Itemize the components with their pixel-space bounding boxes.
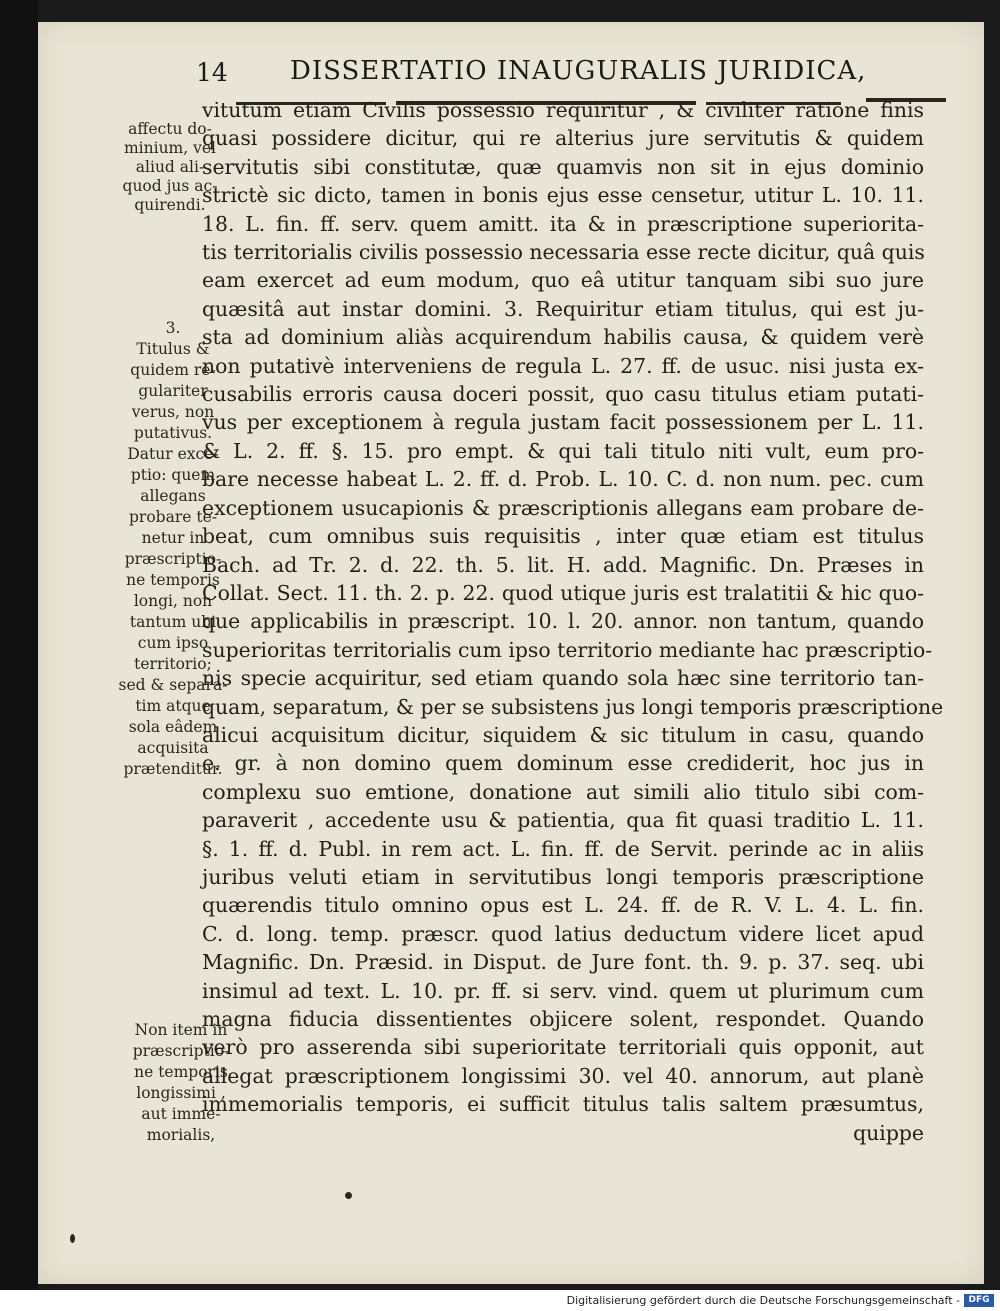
- margin-note-line: ptio: quem: [130, 466, 216, 484]
- page-header: [196, 44, 867, 94]
- margin-note-line: allegans: [140, 487, 206, 505]
- text-line: exceptionem usucapionis & præscriptionis allegans eam probare de-: [202, 495, 924, 520]
- ink-speck: [70, 1234, 75, 1243]
- text-line: allegat præscriptionem longissimi 30. vel 40. annorum, aut planè: [202, 1063, 924, 1088]
- text-line: §. 1. ff. d. Publ. in rem act. L. fin. ff. de Servit. perinde ac in aliis: [202, 836, 924, 861]
- margin-note-line: præscriptio-: [124, 550, 222, 568]
- text-line: & L. 2. ff. §. 15. pro empt. & qui tali titulo niti vult, eum pro-: [202, 438, 924, 463]
- margin-note-line: sola eâdem: [128, 718, 218, 736]
- text-line: quærendis titulo omnino opus est L. 24. ff. de R. V. L. 4. L. fin.: [202, 893, 924, 918]
- margin-note-line: quirendi.: [134, 196, 206, 214]
- text-line: sta ad dominium aliàs acquirendum habilis causa, & quidem verè: [202, 325, 924, 350]
- text-line: quam, separatum, & per se subsistens jus longi temporis præscriptione: [202, 694, 944, 719]
- margin-note-line: verus, non: [131, 403, 215, 421]
- text-line: strictè sic dicto, tamen in bonis ejus esse censetur, utitur L. 10. 11.: [202, 183, 924, 208]
- text-line: servitutis sibi constitutæ, quæ quamvis non sit in ejus dominio: [202, 154, 924, 179]
- text-line: e. gr. à non domino quem dominum esse crediderit, hoc jus in: [202, 751, 924, 776]
- text-line: alicui acquisitum dicitur, siquidem & sic titulum in casu, quando: [202, 722, 924, 747]
- margin-note-line: Titulus &: [136, 340, 210, 358]
- margin-note-line: affectu do-: [128, 120, 212, 138]
- text-line: vitutum etiam Civilis possessio requiritur , & civiliter ratione finis: [202, 98, 924, 122]
- text-line: Magnific. Dn. Præsid. in Disput. de Jure font. th. 9. p. 37. seq. ubi: [202, 950, 924, 975]
- margin-note-line: quod jus ac-: [122, 177, 218, 195]
- margin-note-line: quidem re-: [130, 361, 216, 379]
- margin-note-line: præscriptio-: [132, 1042, 230, 1060]
- text-line: Collat. Sect. 11. th. 2. p. 22. quod utique juris est tralatitii & hic quo-: [202, 580, 924, 605]
- text-line: insimul ad text. L. 10. pr. ff. si serv. vind. quem ut plurimum cum: [202, 978, 924, 1003]
- margin-note-line: gulariter: [138, 382, 208, 400]
- margin-note-line: netur in: [141, 529, 205, 547]
- margin-note-line: aliud ali-: [135, 158, 205, 176]
- margin-note-line: longi, non: [133, 592, 213, 610]
- text-line: magna fiducia dissentientes objicere solent, respondet. Quando: [202, 1007, 924, 1031]
- margin-note-line: minium, vel: [123, 139, 217, 157]
- margin-note-line: Non item in: [134, 1021, 228, 1039]
- margin-note-line: territorio;: [134, 655, 212, 673]
- margin-note-line: tim atque: [135, 697, 211, 715]
- text-line: bare necesse habeat L. 2. ff. d. Prob. L. 10. C. d. non num. pec. cum: [202, 467, 924, 492]
- footer-credit: Digitalisierung gefördert durch die Deutsche Forschungsgemeinschaft -: [566, 1294, 960, 1307]
- ink-speck: [345, 1192, 352, 1199]
- text-line: C. d. long. temp. præscr. quod latius deductum videre licet apud: [202, 921, 924, 946]
- margin-note-line: aut imme-: [141, 1105, 221, 1123]
- margin-note-line: putativus.: [133, 424, 213, 442]
- text-line: verò pro asserenda sibi superioritate territoriali quis opponit, aut: [202, 1035, 924, 1060]
- text-line: beat, cum omnibus suis requisitis , inter quæ etiam est titulus: [202, 524, 924, 549]
- text-line: que applicabilis in præscript. 10. l. 20. annor. non tantum, quando: [202, 609, 924, 634]
- margin-note-line: ne temporis: [134, 1063, 228, 1081]
- margin-note-line: cum ipso: [137, 634, 209, 652]
- text-line: non putativè interveniens de regula L. 27. ff. de usuc. nisi justa ex-: [202, 353, 924, 378]
- text-line: superioritas territorialis cum ipso territorio mediante hac præscriptio-: [202, 637, 933, 662]
- text-line: 18. L. fin. ff. serv. quem amitt. ita & in præscriptione superiorita-: [202, 211, 924, 236]
- page-number: 14: [196, 58, 228, 87]
- margin-note-line: acquisita: [137, 739, 209, 757]
- main-text-block: [202, 96, 944, 1147]
- text-line: complexu suo emtione, donatione aut simili alio titulo sibi com-: [202, 779, 924, 804]
- running-title: DISSERTATIO INAUGURALIS JURIDICA,: [290, 56, 867, 86]
- text-line: immemorialis temporis, ei sufficit titulus talis saltem præsumtus,: [202, 1092, 924, 1117]
- dfg-logo-icon: DFG: [964, 1294, 994, 1307]
- text-line: quasi possidere dicitur, qui re alterius jure servitutis & quidem: [202, 126, 924, 151]
- margin-note-line: longissimi ,: [136, 1084, 226, 1102]
- margin-note-line: sed & separa-: [118, 676, 228, 694]
- text-line: quæsitâ aut instar domini. 3. Requiritur etiam titulus, qui est ju-: [202, 296, 924, 321]
- text-line: juribus veluti etiam in servitutibus longi temporis præscriptione: [202, 864, 924, 889]
- margin-note-line: morialis,: [146, 1126, 216, 1144]
- margin-note-line: Datur exce-: [127, 445, 219, 463]
- text-line: vus per exceptionem à regula justam facit possessionem per L. 11.: [202, 410, 924, 435]
- text-line: cusabilis erroris causa doceri possit, quo casu titulus etiam putati-: [202, 382, 924, 407]
- text-line: tis territorialis civilis possessio necessaria esse recte dicitur, quâ quis: [202, 240, 925, 265]
- margin-note-line: tantum ubi: [129, 613, 217, 631]
- margin-note-line: 3.: [165, 319, 181, 337]
- text-line: paraverit , accedente usu & patientia, qua fit quasi traditio L. 11.: [202, 808, 924, 833]
- margin-note-line: probare te-: [129, 508, 217, 526]
- text-line: eam exercet ad eum modum, quo eâ utitur tanquam sibi suo jure: [202, 268, 924, 293]
- book-spine-shadow: [0, 0, 38, 1290]
- margin-note-line: prætenditur.: [123, 760, 223, 778]
- margin-note-line: ne temporis: [126, 571, 220, 589]
- text-line: Bach. ad Tr. 2. d. 22. th. 5. lit. H. add. Magnific. Dn. Præses in: [202, 552, 924, 577]
- text-line: nis specie acquiritur, sed etiam quando sola hæc sine territorio tan-: [202, 666, 924, 691]
- catchword: quippe: [853, 1120, 924, 1145]
- digitization-footer: [0, 1290, 1000, 1311]
